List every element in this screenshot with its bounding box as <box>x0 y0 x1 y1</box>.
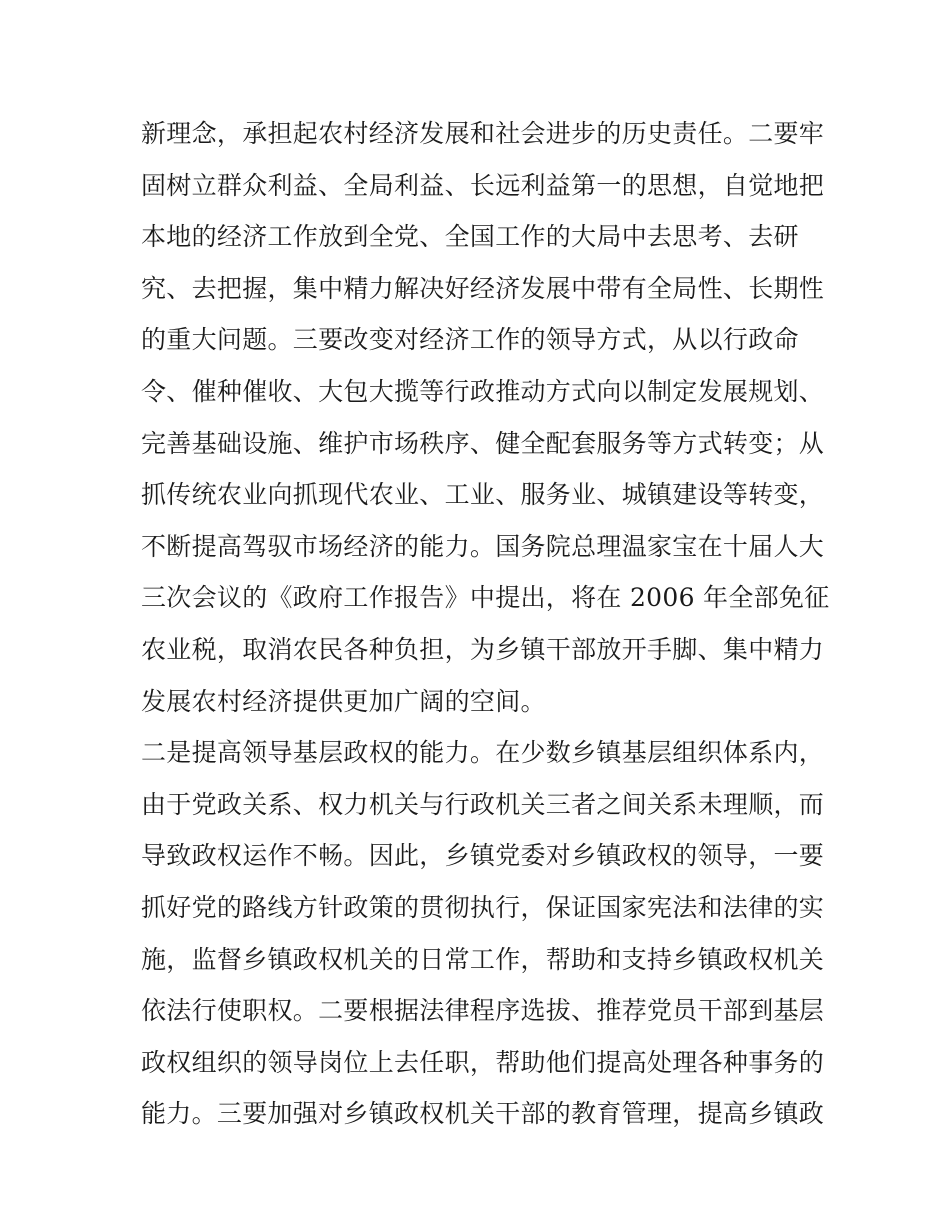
text-line: 完善基础设施、维护市场秩序、健全配套服务等方式转变；从 <box>141 428 825 458</box>
text-line: 的重大问题。三要改变对经济工作的领导方式，从以行政命 <box>141 325 799 355</box>
text-line: 不断提高驾驭市场经济的能力。国务院总理温家宝在十届人大 <box>141 531 825 561</box>
text-line: 依法行使职权。二要根据法律程序选拔、推荐党员干部到基层 <box>141 996 825 1026</box>
text-line: 发展农村经济提供更加广阔的空间。 <box>141 686 546 716</box>
text-line: 能力。三要加强对乡镇政权机关干部的教育管理，提高乡镇政 <box>141 1099 825 1129</box>
text-line: 令、催种催收、大包大揽等行政推动方式向以制定发展规划、 <box>141 376 825 406</box>
text-line: 农业税，取消农民各种负担，为乡镇干部放开手脚、集中精力 <box>141 634 825 664</box>
text-line: 三次会议的《政府工作报告》中提出，将在 2006 年全部免征 <box>141 583 830 613</box>
text-line: 抓传统农业向抓现代农业、工业、服务业、城镇建设等转变， <box>141 480 825 510</box>
text-line: 究、去把握，集中精力解决好经济发展中带有全局性、长期性 <box>141 273 825 303</box>
text-line: 导致政权运作不畅。因此，乡镇党委对乡镇政权的领导，一要 <box>141 841 825 871</box>
paragraph-start-line: 二是提高领导基层政权的能力。在少数乡镇基层组织体系内， <box>141 738 825 768</box>
text-line: 抓好党的路线方针政策的贯彻执行，保证国家宪法和法律的实 <box>141 892 825 922</box>
text-line: 政权组织的领导岗位上去任职，帮助他们提高处理各种事务的 <box>141 1047 825 1077</box>
text-line: 固树立群众利益、全局利益、长远利益第一的思想，自觉地把 <box>141 170 825 200</box>
text-line: 新理念，承担起农村经济发展和社会进步的历史责任。二要牢 <box>141 119 825 148</box>
text-line: 施，监督乡镇政权机关的日常工作，帮助和支持乡镇政权机关 <box>141 944 825 974</box>
body-text <box>141 108 830 1140</box>
text-line: 由于党政关系、权力机关与行政机关三者之间关系未理顺，而 <box>141 789 825 819</box>
text-line: 本地的经济工作放到全党、全国工作的大局中去思考、去研 <box>141 222 799 252</box>
